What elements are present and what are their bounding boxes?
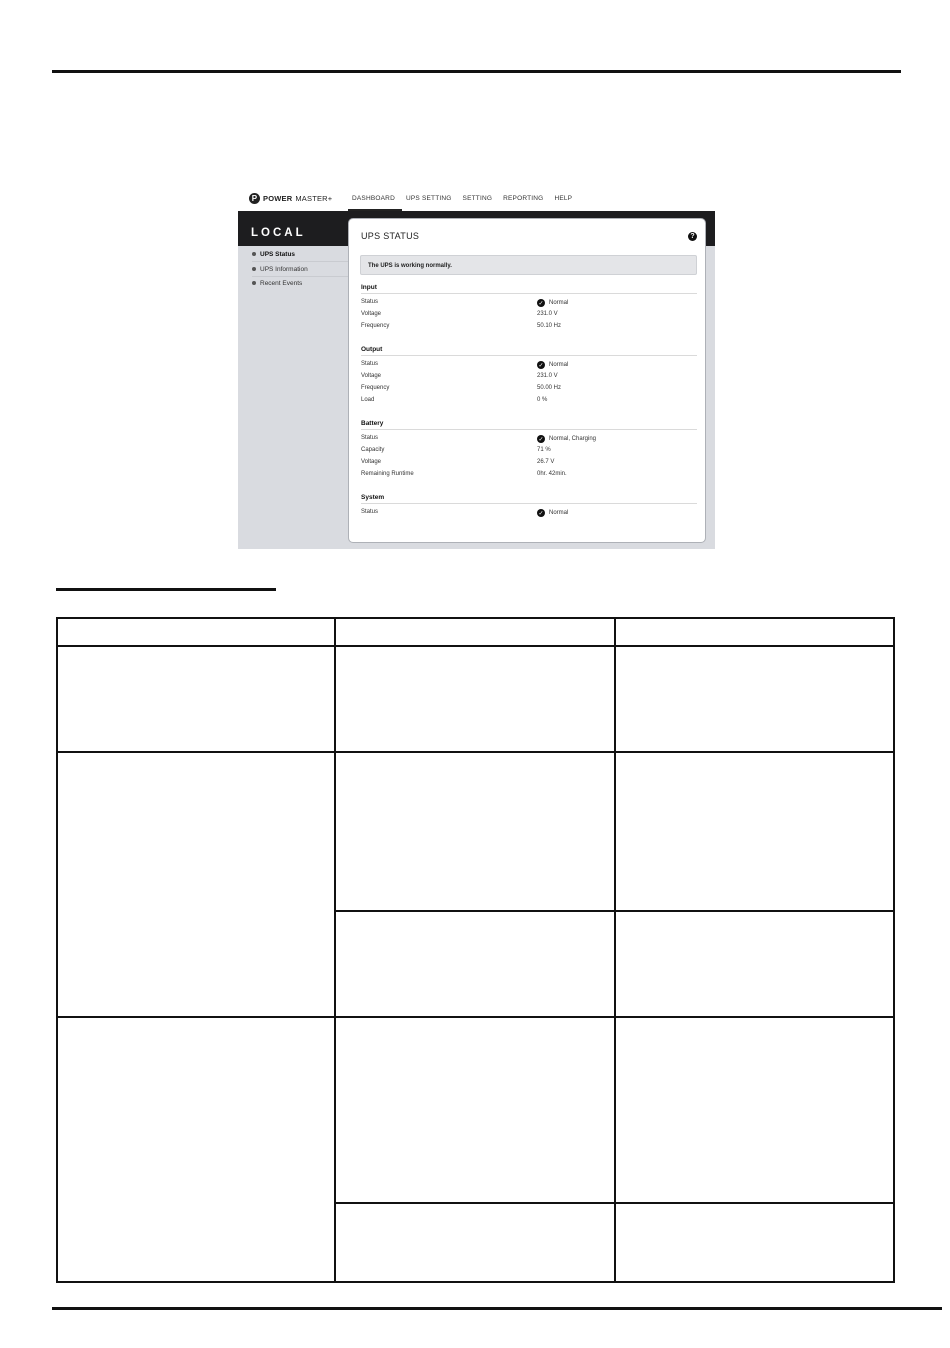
- panel-title: UPS STATUS: [361, 231, 420, 241]
- output-frequency-row: [361, 385, 697, 395]
- row-value: 50.00 Hz: [537, 385, 562, 391]
- bullet-icon: [252, 281, 256, 285]
- sidebar-item-label: UPS Information: [260, 265, 308, 273]
- row-label: Frequency: [361, 323, 390, 329]
- sidebar-item-label: Recent Events: [260, 279, 303, 287]
- row-value: [537, 299, 568, 307]
- ups-status-screenshot: [238, 187, 715, 549]
- row-label: Voltage: [361, 459, 382, 465]
- section-system-title: System: [361, 494, 697, 504]
- output-load-row: [361, 397, 697, 407]
- sidebar-item-ups-status[interactable]: [252, 247, 348, 262]
- row-value: 71 %: [537, 447, 551, 453]
- status-value: Normal: [549, 362, 569, 368]
- table-column-divider: [334, 619, 336, 1281]
- top-rule: [52, 70, 901, 73]
- check-circle-icon: ✓: [538, 300, 544, 307]
- heading-underline: [56, 588, 276, 591]
- row-label: Voltage: [361, 311, 382, 317]
- logo-text: MASTER+: [295, 194, 333, 203]
- blank-table: [56, 617, 895, 1283]
- logo-text-bold: POWER: [263, 194, 293, 203]
- top-bar: [238, 187, 715, 211]
- row-value: 231.0 V: [537, 311, 558, 317]
- row-label: Capacity: [361, 447, 385, 453]
- row-value: 231.0 V: [537, 373, 558, 379]
- system-status-row: [361, 509, 697, 519]
- status-value: Normal, Charging: [549, 436, 597, 442]
- sidebar-item-ups-information[interactable]: [252, 262, 348, 277]
- battery-runtime-row: [361, 471, 697, 481]
- table-column-divider: [614, 619, 616, 1281]
- output-status-row: [361, 361, 697, 371]
- logo-icon: P: [249, 193, 260, 204]
- nav-ups-setting[interactable]: UPS SETTING: [405, 195, 452, 202]
- status-value: Normal: [549, 510, 569, 516]
- output-voltage-row: [361, 373, 697, 383]
- table-header-divider: [58, 645, 893, 647]
- row-value: [537, 435, 596, 443]
- section-input-title: Input: [361, 284, 697, 294]
- nav-help[interactable]: HELP: [554, 195, 573, 202]
- input-voltage-row: [361, 311, 697, 321]
- battery-voltage-row: [361, 459, 697, 469]
- row-label: Voltage: [361, 373, 382, 379]
- sidebar-title: LOCAL: [251, 227, 306, 239]
- section-battery-title: Battery: [361, 420, 697, 430]
- bullet-icon: [252, 267, 256, 271]
- row-label: Load: [361, 397, 375, 403]
- table-subrow-divider: [334, 910, 893, 912]
- row-label: Status: [361, 435, 379, 441]
- sidebar-item-recent-events[interactable]: [252, 276, 348, 290]
- row-label: Status: [361, 361, 379, 367]
- check-circle-icon: ✓: [538, 436, 544, 443]
- input-status-row: [361, 299, 697, 309]
- row-value: 0 %: [537, 397, 548, 403]
- sidebar: [238, 246, 348, 549]
- bottom-rule: [52, 1307, 942, 1310]
- row-label: Status: [361, 509, 379, 515]
- table-row-divider: [58, 1016, 893, 1018]
- main-nav: [348, 187, 579, 211]
- row-value: [537, 361, 568, 369]
- status-value: Normal: [549, 300, 569, 306]
- row-value: 0hr. 42min.: [537, 471, 567, 477]
- check-circle-icon: ✓: [538, 362, 544, 369]
- row-label: Remaining Runtime: [361, 471, 414, 477]
- nav-setting[interactable]: SETTING: [462, 195, 493, 202]
- sidebar-item-label: UPS Status: [260, 250, 296, 258]
- row-value: [537, 509, 568, 517]
- check-circle-icon: ✓: [538, 510, 544, 517]
- table-subrow-divider: [334, 1202, 893, 1204]
- ups-status-panel: [348, 218, 706, 543]
- nav-dashboard[interactable]: DASHBOARD: [348, 187, 402, 211]
- row-label: Status: [361, 299, 379, 305]
- battery-capacity-row: [361, 447, 697, 457]
- row-label: Frequency: [361, 385, 390, 391]
- input-frequency-row: [361, 323, 697, 333]
- bullet-icon: [252, 252, 256, 256]
- battery-status-row: [361, 435, 697, 445]
- table-row-divider: [58, 751, 893, 753]
- powermaster-logo[interactable]: [249, 193, 332, 204]
- nav-reporting[interactable]: REPORTING: [503, 195, 544, 202]
- section-output-title: Output: [361, 346, 697, 356]
- row-value: 26.7 V: [537, 459, 555, 465]
- question-icon[interactable]: ?: [688, 232, 697, 241]
- status-alert: The UPS is working normally.: [360, 255, 697, 275]
- row-value: 50.10 Hz: [537, 323, 562, 329]
